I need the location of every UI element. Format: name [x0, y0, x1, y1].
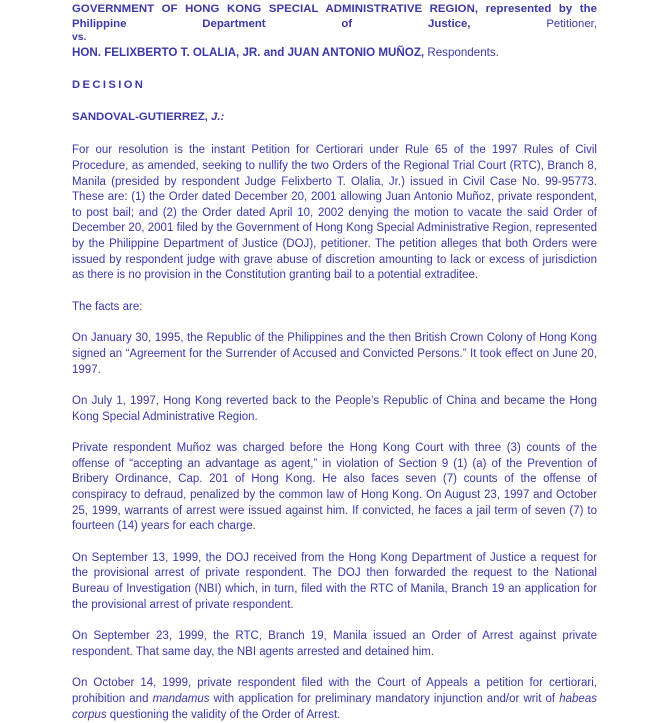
paragraph-5: On September 13, 1999, the DOJ received from the Hong Kong Department of Justice a request for the provisional arrest of private respondent. The DOJ then forwarded the request to the National Bureau of Investigation (NBI) which, in turn, filed with the RTC of Manila, Branch 19 an application for the provisional arrest of private respondent.: [72, 551, 597, 611]
petitioner-name: Philippine Department of Justice,: [72, 17, 471, 30]
case-caption-respondents: [72, 45, 597, 60]
paragraph-4: Private respondent Muñoz was charged before the Hong Kong Court with three (3) counts of the offense of “accepting an advantage as agent,” in violation of Section 9 (1) (a) of the Prevention of Bribery Ordinance, Cap. 201 of Hong Kong. He also faces seven (7) counts of the offense of conspiracy to defraud, penalized by the common law of Hong Kong. On August 23, 1997 and October 25, 1999, warrants of arrest were issued against him. If convicted, he faces a jail term of seven (7) to fourteen (14) years for each charge.: [72, 442, 597, 533]
paragraph-6: On September 23, 1999, the RTC, Branch 19, Manila issued an Order of Arrest against private respondent. That same day, the NBI agents arrested and detained him.: [72, 630, 597, 658]
paragraph-1: For our resolution is the instant Petition for Certiorari under Rule 65 of the 1997 Rules of Civil Procedure, as amended, seeking to nullify the two Orders of the Regional Trial Court (RTC), Branch 8, Manila (presided by respondent Judge Felixberto T. Olalia, Jr.) issued in Civil Case No. 99-95773. These are: (1) the Order dated December 20, 2001 allowing Juan Antonio Muñoz, private respondent, to post bail; and (2) the Order dated April 10, 2002 denying the motion to vacate the said Order of December 20, 2001 filed by the Government of Hong Kong Special Administrative Region, represented by the Philippine Department of Justice (DOJ), petitioner. The petition alleges that both Orders were issued by respondent judge with grave abuse of discretion amounting to lack or excess of jurisdiction as there is no provision in the Constitution granting bail to a potential extraditee.: [72, 144, 597, 282]
case-caption-line-1: GOVERNMENT OF HONG KONG SPECIAL ADMINISTRATIVE REGION, represented by the: [72, 3, 597, 15]
decision-heading: DECISION: [72, 79, 146, 92]
respondent-role: Respondents.: [424, 46, 499, 60]
paragraph-3: On July 1, 1997, Hong Kong reverted back to the People’s Republic of China and became the Hong Kong Special Administrative Region.: [72, 395, 597, 423]
latin-term-habeas-corpus: habeas corpus: [72, 693, 597, 721]
case-caption-line-2: [72, 17, 597, 32]
paragraph-2: On January 30, 1995, the Republic of the Philippines and the then British Crown Colony of Hong Kong signed an “Agreement for the Surrender of Accused and Convicted Persons.” It took effect on June 20, 1997.: [72, 332, 597, 376]
respondent-names: HON. FELIXBERTO T. OLALIA, JR. and JUAN ANTONIO MUÑOZ,: [72, 46, 425, 60]
paragraph-7-text-a: On October 14, 1999, private respondent filed with the Court of Appeals a petition for certiorari, prohibition and: [72, 677, 597, 706]
paragraph-7-text-c: questioning the validity of the Order of Arrest.: [106, 708, 341, 721]
paragraph-facts-intro: The facts are:: [72, 300, 143, 313]
ponente-name: SANDOVAL-GUTIERREZ,: [72, 111, 208, 124]
versus-label: vs.: [72, 32, 87, 44]
petitioner-role: Petitioner,: [470, 17, 597, 30]
ponente-title: J.:: [207, 111, 225, 124]
paragraph-7-text-b: with application for preliminary mandatory injunction and/or writ of: [209, 693, 560, 706]
latin-term-mandamus: mandamus: [152, 693, 210, 706]
paragraph-7: [72, 660, 597, 723]
ponente-line: [72, 91, 597, 123]
